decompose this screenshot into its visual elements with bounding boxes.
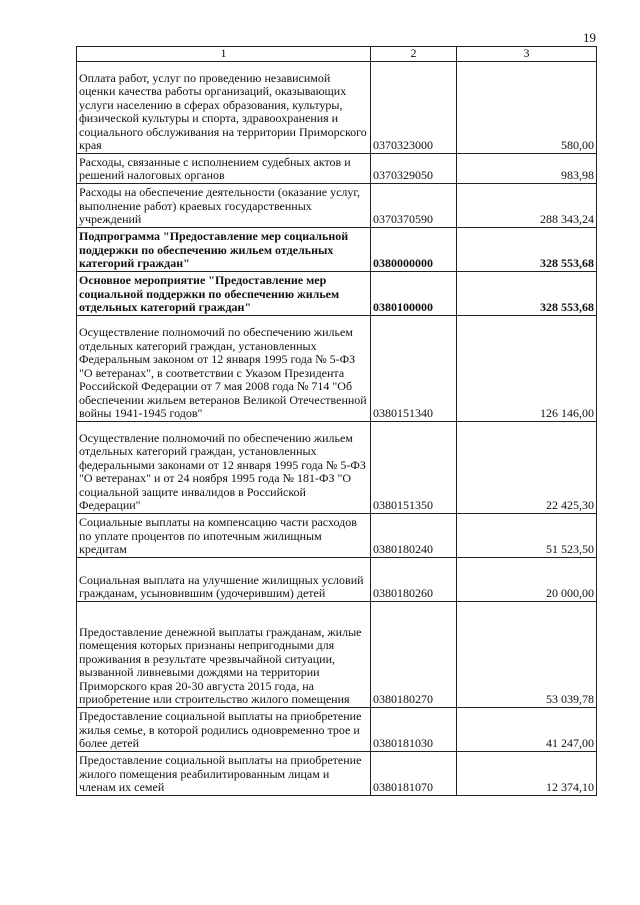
header-col-3: 3 [457,47,597,62]
row-name-cell: Предоставление социальной выплаты на приобретение жилого помещения реабилитированным лицам и членам их семей [77,751,371,795]
row-amount-cell: 53 039,78 [457,601,597,707]
row-amount-cell: 983,98 [457,153,597,183]
row-code-cell: 0380100000 [371,271,457,315]
row-code-cell: 0370370590 [371,183,457,227]
row-amount-cell: 12 374,10 [457,751,597,795]
table-row [77,153,597,183]
row-code-cell: 0380151340 [371,315,457,421]
table-header-row [77,47,597,62]
row-name-cell: Осуществление полномочий по обеспечению жильем отдельных категорий граждан, установленных Федеральным законом от 12 января 1995 года № 5-ФЗ "О ветеранах", в соответствии с Указом Президента Российской Федерации от 7 мая 2008 года № 714 "Об обеспечении жильем ветеранов Великой Отечественной войны 1941-1945 годов" [77,315,371,421]
table-row [77,61,597,153]
row-code-cell: 0380180240 [371,513,457,557]
page-number: 19 [583,30,596,45]
table-row [77,271,597,315]
table-row [77,601,597,707]
table-row [77,557,597,601]
row-name-cell: Предоставление социальной выплаты на приобретение жилья семье, в которой родились одновременно трое и более детей [77,707,371,751]
row-code-cell: 0380180270 [371,601,457,707]
table-row [77,751,597,795]
row-code-cell: 0370323000 [371,61,457,153]
row-name-cell: Социальные выплаты на компенсацию части расходов по уплате процентов по ипотечным жилищным кредитам [77,513,371,557]
row-amount-cell: 328 553,68 [457,271,597,315]
row-name-cell: Основное мероприятие "Предоставление мер социальной поддержки по обеспечению жильем отдельных категорий граждан" [77,271,371,315]
row-name-cell: Подпрограмма "Предоставление мер социальной поддержки по обеспечению жильем отдельных категорий граждан" [77,227,371,271]
table-row [77,315,597,421]
row-name-cell: Расходы, связанные с исполнением судебных актов и решений налоговых органов [77,153,371,183]
row-amount-cell: 20 000,00 [457,557,597,601]
row-code-cell: 0380000000 [371,227,457,271]
table-row [77,183,597,227]
row-code-cell: 0370329050 [371,153,457,183]
table-row [77,227,597,271]
row-amount-cell: 41 247,00 [457,707,597,751]
row-name-cell: Оплата работ, услуг по проведению независимой оценки качества работы организаций, оказывающих услуги населению в сферах образования, культуры, физической культуры и спорта, здравоохранения и социального обслуживания на территории Приморского края [77,61,371,153]
row-amount-cell: 580,00 [457,61,597,153]
row-amount-cell: 22 425,30 [457,421,597,513]
row-name-cell: Осуществление полномочий по обеспечению жильем отдельных категорий граждан, установленных федеральными законами от 12 января 1995 года № 5-ФЗ "О ветеранах" и от 24 ноября 1995 года № 181-ФЗ "О социальной защите инвалидов в Российской Федерации" [77,421,371,513]
row-amount-cell: 328 553,68 [457,227,597,271]
row-name-cell: Расходы на обеспечение деятельности (оказание услуг, выполнение работ) краевых государственных учреждений [77,183,371,227]
row-code-cell: 0380151350 [371,421,457,513]
budget-table [76,46,597,796]
header-col-2: 2 [371,47,457,62]
table-row [77,707,597,751]
row-amount-cell: 126 146,00 [457,315,597,421]
row-amount-cell: 51 523,50 [457,513,597,557]
row-code-cell: 0380181070 [371,751,457,795]
table-row [77,421,597,513]
row-name-cell: Предоставление денежной выплаты гражданам, жилые помещения которых признаны непригодными для проживания в результате чрезвычайной ситуации, вызванной ливневыми дождями на территории Приморского края 20-30 августа 2015 года, на приобретение или строительство жилого помещения [77,601,371,707]
row-code-cell: 0380181030 [371,707,457,751]
row-name-cell: Социальная выплата на улучшение жилищных условий гражданам, усыновившим (удочерившим) детей [77,557,371,601]
row-code-cell: 0380180260 [371,557,457,601]
header-col-1: 1 [77,47,371,62]
row-amount-cell: 288 343,24 [457,183,597,227]
table-row [77,513,597,557]
